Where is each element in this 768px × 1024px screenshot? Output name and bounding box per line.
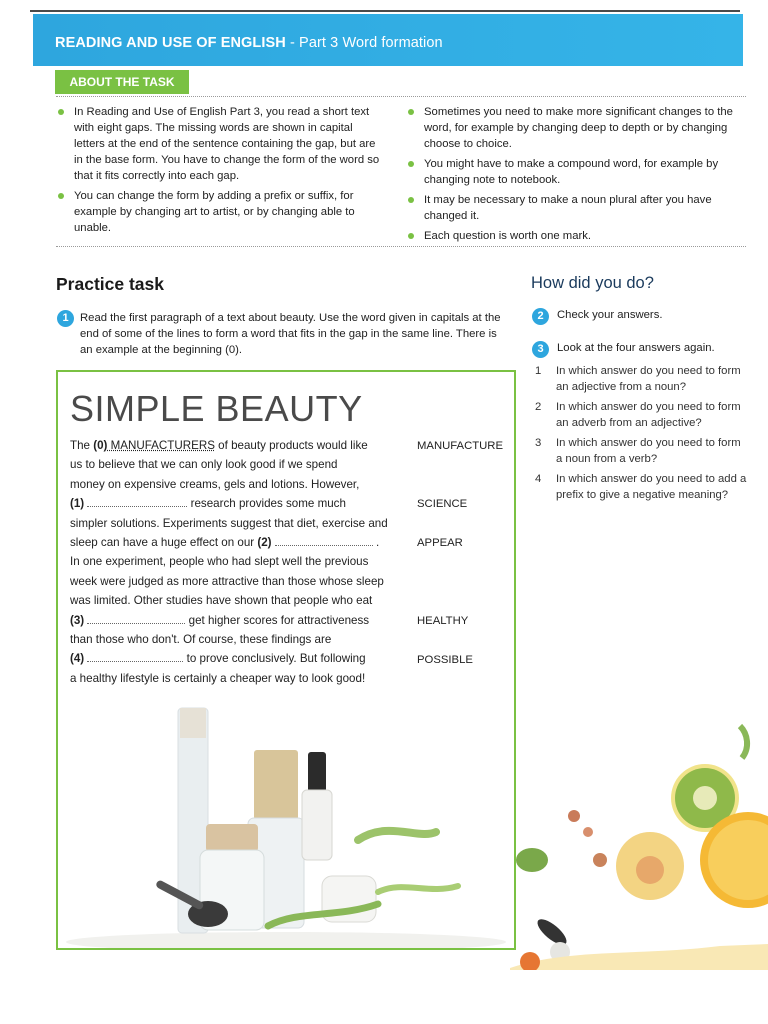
about-left-column (58, 104, 386, 240)
passage-line: a healthy lifestyle is certainly a cheaper way to look good! (70, 671, 366, 685)
passage-line: than those who don't. Of course, these findings are (70, 633, 332, 647)
gap-blank-3[interactable] (87, 613, 185, 624)
step-1-badge: 1 (57, 310, 74, 327)
practice-instruction: Read the first paragraph of a text about beauty. Use the word given in capitals at the end of some of the lines to form a word that fits in the gap in the same line. There is an example at the beginning (0). (80, 312, 501, 356)
beauty-products-illustration (58, 690, 514, 948)
passage-line: was limited. Other studies have shown that people who eat (70, 594, 373, 608)
capital-word: APPEAR (417, 537, 463, 549)
passage-line: money on expensive creams, gels and lotions. However, (70, 477, 360, 491)
gap-blank-2[interactable] (275, 535, 373, 546)
capital-word: HEALTHY (417, 615, 469, 627)
about-right-column (408, 104, 746, 248)
passage-text: of beauty products would like (214, 439, 368, 452)
beauty-products-photo (58, 690, 514, 948)
question-number: 1 (535, 365, 542, 377)
step-3-text: Look at the four answers again. (557, 342, 715, 354)
step-2-badge: 2 (532, 308, 549, 325)
about-bullet: You can change the form by adding a prefix or suffix, for example by changing art to artist, or by changing able to unable. (58, 188, 386, 236)
passage-text: . (372, 536, 380, 550)
passage-line (70, 533, 398, 552)
gap-number-1: (1) (70, 497, 85, 511)
question-number: 2 (535, 401, 542, 413)
section-title-sub: - Part 3 Word formation (285, 35, 443, 51)
about-bullet: Each question is worth one mark. (408, 228, 746, 244)
gap-number-3: (3) (70, 613, 85, 627)
about-bullet: In Reading and Use of English Part 3, you read a short text with eight gaps. The missing words are shown in capital letters at the end of the sentence containing the gap, but are in the base form. You have to change the form of the word so that it fits correctly into each gap. (58, 104, 386, 184)
text-title: SIMPLE BEAUTY (70, 388, 363, 429)
question-item (535, 435, 750, 467)
question-text: In which answer do you need to form an adjective from a noun? (556, 365, 741, 393)
passage-text: get higher scores for attractiveness (185, 613, 370, 627)
step-2-text: Check your answers. (557, 309, 663, 321)
about-task-badge: ABOUT THE TASK (55, 70, 189, 94)
top-rule (30, 10, 740, 12)
passage-text: The (70, 439, 94, 452)
question-text: In which answer do you need to form a noun from a verb? (556, 437, 741, 465)
passage-line (70, 611, 398, 630)
passage-line (70, 649, 398, 668)
fruit-decoration (510, 720, 768, 970)
question-number: 3 (535, 437, 542, 449)
passage-text: research provides some much (187, 497, 346, 511)
section-title-main: READING AND USE OF ENGLISH (55, 35, 286, 51)
gap-number-2: (2) (257, 536, 272, 550)
reading-passage (70, 436, 398, 688)
gap-blank-4[interactable] (87, 651, 183, 662)
question-item (535, 471, 750, 503)
gap-number-0: (0) (93, 439, 108, 452)
passage-line (70, 494, 398, 513)
passage-text: to prove conclusively. But following (183, 652, 366, 666)
passage-line: week were judged as more attractive than those whose sleep (70, 574, 384, 588)
question-text: In which answer do you need to form an adverb from an adjective? (556, 401, 741, 429)
gap-blank-1[interactable] (87, 496, 187, 507)
question-text: In which answer do you need to add a prefix to give a negative meaning? (556, 473, 747, 501)
divider (56, 246, 746, 247)
passage-line (70, 436, 398, 455)
about-bullet: Sometimes you need to make more significant changes to the word, for example by changing deep to depth or by changing choose to choice. (408, 104, 746, 152)
gap-number-4: (4) (70, 652, 85, 666)
capital-word: SCIENCE (417, 498, 468, 510)
section-title (55, 35, 443, 51)
passage-line: us to believe that we can only look good if we spend (70, 458, 338, 472)
practice-heading: Practice task (56, 274, 164, 294)
passage-line: In one experiment, people who had slept well the previous (70, 555, 369, 569)
about-bullet: You might have to make a compound word, for example by changing note to notebook. (408, 156, 746, 188)
passage-text: sleep can have a huge effect on our (70, 536, 258, 550)
reflection-questions (535, 363, 750, 507)
example-answer: MANUFACTURERS (107, 439, 215, 452)
capital-word: POSSIBLE (417, 654, 473, 666)
question-item (535, 363, 750, 395)
step-3-badge: 3 (532, 341, 549, 358)
capital-word: MANUFACTURE (417, 440, 503, 452)
about-bullet: It may be necessary to make a noun plural after you have changed it. (408, 192, 746, 224)
section-header (33, 14, 743, 66)
how-did-you-do-heading: How did you do? (531, 274, 654, 292)
passage-line: simpler solutions. Experiments suggest that diet, exercise and (70, 516, 388, 530)
question-item (535, 399, 750, 431)
question-number: 4 (535, 473, 542, 485)
divider (56, 96, 746, 97)
